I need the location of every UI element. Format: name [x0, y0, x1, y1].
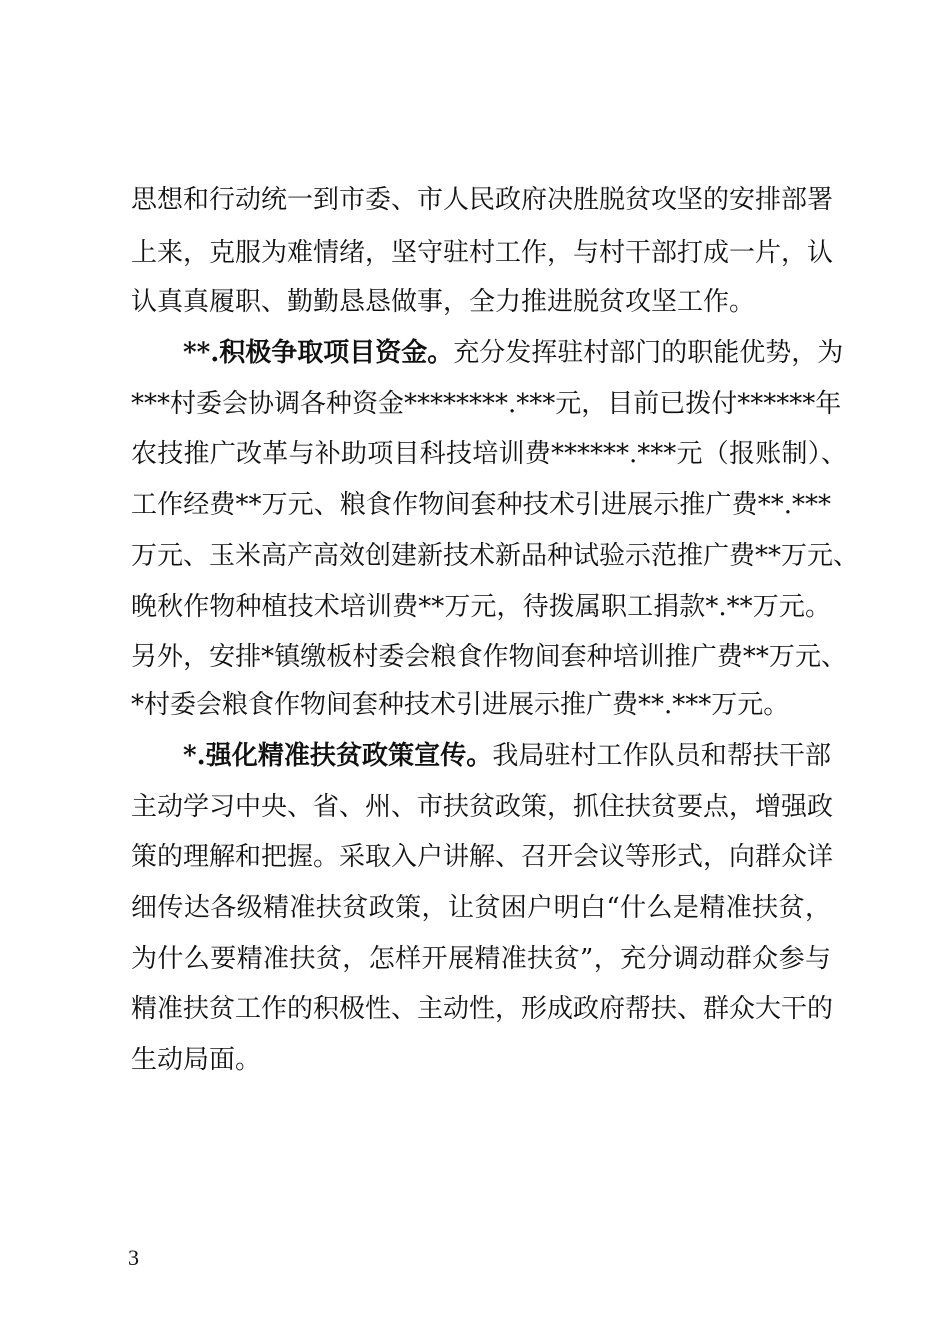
paragraph-3-line-4: 细传达各级精准扶贫政策，让贫困户明白“什么是精准扶贫，	[131, 893, 831, 923]
paragraph-2-line-8: *村委会粮食作物间套种技术引进展示推广费**.***万元。	[131, 690, 790, 720]
paragraph-3-line-3: 策的理解和把握。采取入户讲解、召开会议等形式，向群众详	[131, 842, 834, 872]
paragraph-1-line-2: 上来，克服为难情绪，坚守驻村工作，与村干部打成一片，认	[131, 238, 834, 268]
paragraph-2-line-2: ***村委会协调各种资金********.***元，目前已拨付******年	[131, 389, 842, 419]
paragraph-2-line-3: 农技推广改革与补助项目科技培训费******.***元（报账制）、	[131, 439, 847, 469]
page-number: 3	[128, 1245, 139, 1270]
paragraph-2-line-5: 万元、玉米高产高效创建新技术新品种试验示范推广费**万元、	[131, 541, 860, 571]
paragraph-3-heading: *.强化精准扶贫政策宣传。	[183, 741, 493, 771]
paragraph-2-line-1-text: 充分发挥驻村部门的职能优势，为	[453, 338, 844, 368]
paragraph-3-line-2: 主动学习中央、省、州、市扶贫政策，抓住扶贫要点，增强政	[131, 792, 834, 822]
paragraph-2-line-7: 另外，安排*镇缴板村委会粮食作物间套种培训推广费**万元、	[131, 642, 847, 672]
paragraph-2-heading: **.积极争取项目资金。	[183, 338, 454, 368]
paragraph-2-line-4: 工作经费**万元、粮食作物间套种技术引进展示推广费**.***	[131, 490, 831, 520]
paragraph-3-line-1-text: 我局驻村工作队员和帮扶干部	[492, 741, 831, 771]
paragraph-2-line-6: 晚秋作物种植技术培训费**万元，待拨属职工捐款*.**万元。	[131, 592, 831, 622]
paragraph-3-line-5: 为什么要精准扶贫，怎样开展精准扶贫”，充分调动群众参与	[131, 944, 831, 974]
paragraph-3-line-6: 精准扶贫工作的积极性、主动性，形成政府帮扶、群众大干的	[131, 994, 834, 1024]
paragraph-3-line-7: 生动局面。	[131, 1045, 262, 1075]
paragraph-1-line-1: 思想和行动统一到市委、市人民政府决胜脱贫攻坚的安排部署	[131, 185, 834, 215]
paragraph-2-line-1	[183, 333, 844, 373]
paragraph-3-line-1	[183, 736, 831, 776]
paragraph-1-line-3: 认真真履职、勤勤恳恳做事，全力推进脱贫攻坚工作。	[131, 287, 756, 317]
